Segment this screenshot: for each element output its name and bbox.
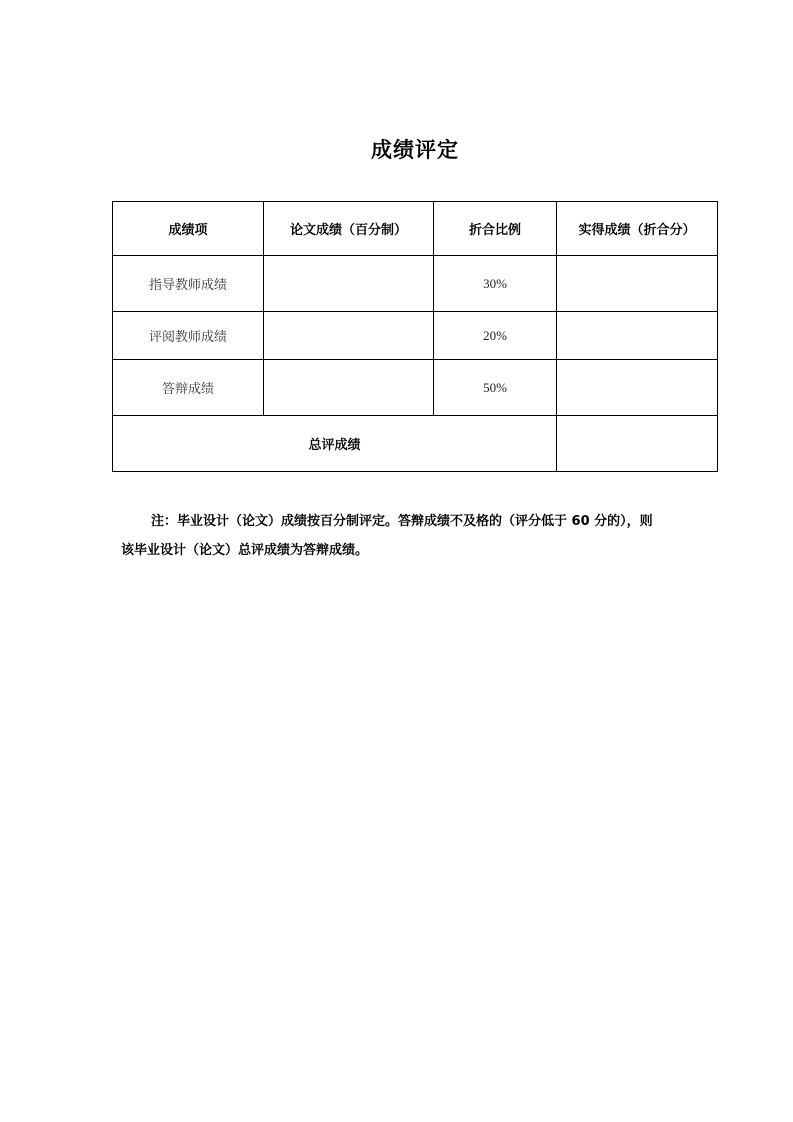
row-result-cell[interactable] — [557, 360, 718, 416]
row-score-cell[interactable] — [264, 360, 434, 416]
note-line-1: 注：毕业设计（论文）成绩按百分制评定。答辩成绩不及格的（评分低于 60 分的），则 — [151, 514, 653, 529]
row-item-label: 指导教师成绩 — [113, 256, 264, 312]
note-line-2: 该毕业设计（论文）总评成绩为答辩成绩。 — [121, 543, 369, 558]
table-row — [113, 256, 718, 312]
table-row — [113, 312, 718, 360]
row-score-cell[interactable] — [264, 312, 434, 360]
header-score: 论文成绩（百分制） — [264, 202, 434, 256]
note-paragraph — [121, 507, 701, 565]
table-header-row — [113, 202, 718, 256]
row-result-cell[interactable] — [557, 256, 718, 312]
page-title: 成绩评定 — [371, 138, 459, 162]
row-ratio-cell: 20% — [434, 312, 557, 360]
grade-table — [112, 201, 718, 472]
table-row — [113, 360, 718, 416]
row-ratio-cell: 30% — [434, 256, 557, 312]
row-item-label: 答辩成绩 — [113, 360, 264, 416]
total-label: 总评成绩 — [113, 416, 557, 472]
row-item-label: 评阅教师成绩 — [113, 312, 264, 360]
table-total-row — [113, 416, 718, 472]
header-result: 实得成绩（折合分） — [557, 202, 718, 256]
header-item: 成绩项 — [113, 202, 264, 256]
row-score-cell[interactable] — [264, 256, 434, 312]
header-ratio: 折合比例 — [434, 202, 557, 256]
row-result-cell[interactable] — [557, 312, 718, 360]
row-ratio-cell: 50% — [434, 360, 557, 416]
total-value-cell[interactable] — [557, 416, 718, 472]
